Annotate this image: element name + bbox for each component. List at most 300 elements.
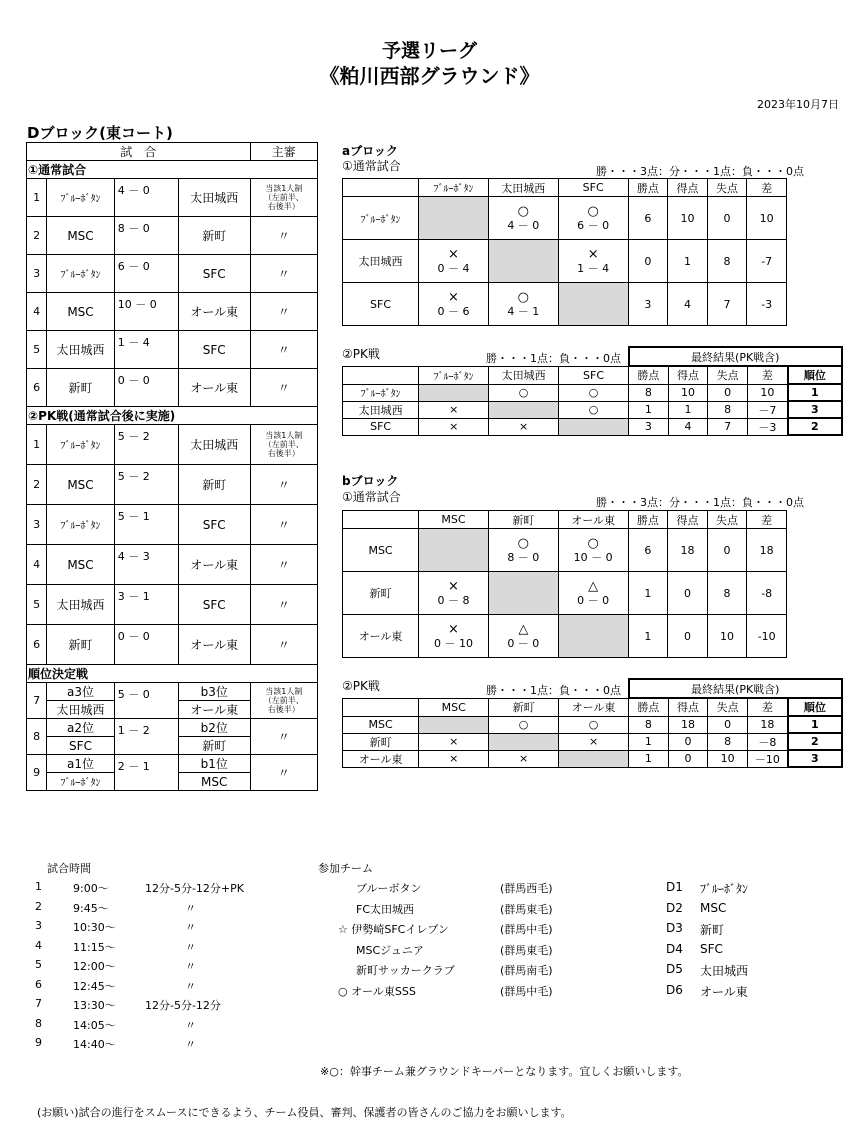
pk-section: ②PK戦(通常試合後に実施) <box>27 407 318 425</box>
team-b: SFC <box>178 331 250 369</box>
pk-mark: × <box>419 418 489 435</box>
stat-value: 6 <box>628 197 668 240</box>
stat-value: 3 <box>628 283 668 326</box>
match-score: 8 － 0 <box>114 217 178 255</box>
col-team: 太田城西 <box>488 179 558 197</box>
team-name: FC太田城西 <box>356 902 415 916</box>
team-a: MSC <box>47 217 114 255</box>
stat-value: 8 <box>708 733 748 750</box>
team-code: D3 <box>666 921 683 935</box>
match-row <box>27 331 318 369</box>
stat-head: 勝点 <box>628 179 668 197</box>
match-score: 5 － 2 <box>114 465 178 505</box>
team-b: 新町 <box>178 737 250 755</box>
match-row <box>27 625 318 665</box>
result-score: 8 － 0 <box>507 550 540 564</box>
stat-head: 勝点 <box>628 511 668 529</box>
match-score: 10 － 0 <box>114 293 178 331</box>
row-team: 太田城西 <box>343 240 419 283</box>
match-score: 0 － 0 <box>114 625 178 665</box>
match-number: 1 <box>27 179 47 217</box>
team-area: (群馬西毛) <box>500 882 553 895</box>
stat-value: 18 <box>747 716 787 733</box>
slot-time: 11:15～ <box>73 940 116 954</box>
col-team: オール東 <box>559 698 629 716</box>
slot-format: 〃 <box>185 1018 196 1032</box>
a-pk-label: ②PK戦 <box>342 347 380 361</box>
team-a: 新町 <box>47 369 114 407</box>
match-score: 3 － 1 <box>114 585 178 625</box>
col-team: MSC <box>419 698 489 716</box>
team-code: D5 <box>666 962 683 976</box>
stat-head: 得点 <box>668 179 708 197</box>
result-cell <box>488 283 558 326</box>
col-team: ﾌﾞﾙｰﾎﾞﾀﾝ <box>419 366 489 384</box>
team-name: 新町サッカークラブ <box>356 964 455 977</box>
match-score: 4 － 3 <box>114 545 178 585</box>
col-team: ﾌﾞﾙｰﾎﾞﾀﾝ <box>419 179 489 197</box>
pk-mark: × <box>419 733 489 750</box>
match-row <box>27 369 318 407</box>
stat-value: -7 <box>747 240 787 283</box>
result-score: 0 － 8 <box>437 593 470 607</box>
team-row <box>338 921 838 942</box>
b-points: 勝・・・3点：分・・・1点：負・・・0点 <box>596 496 804 509</box>
team-b: 新町 <box>178 217 250 255</box>
result-score: 4 － 1 <box>507 304 540 318</box>
stat-value: 0 <box>707 529 747 572</box>
pk-mark: × <box>489 418 559 435</box>
a-points: 勝・・・3点：分・・・1点：負・・・0点 <box>596 165 804 178</box>
col-match: 試 合 <box>27 143 251 161</box>
self-cell <box>559 750 629 767</box>
stat-value: 7 <box>707 283 747 326</box>
team-code: D2 <box>666 900 683 915</box>
match-row <box>27 465 318 505</box>
result-cell <box>419 240 489 283</box>
team-code: D4 <box>666 941 683 956</box>
slot-number: 6 <box>35 977 42 991</box>
stat-value: 0 <box>708 716 748 733</box>
stat-value: 6 <box>628 529 668 572</box>
result-mark: × <box>448 289 459 305</box>
team-b: SFC <box>178 505 250 545</box>
match-number: 3 <box>27 505 47 545</box>
self-cell <box>559 418 629 435</box>
team-short: SFC <box>700 941 723 956</box>
stat-value: 4 <box>668 418 708 435</box>
row-team: SFC <box>343 418 419 435</box>
team-name: ☆ 伊勢崎SFCイレブン <box>338 923 449 936</box>
slot-number: 5 <box>35 958 42 971</box>
stat-head: 失点 <box>708 698 748 716</box>
self-cell <box>419 384 489 401</box>
pk-row <box>343 733 843 750</box>
note: ※○：幹事チーム兼グラウンドキーパーとなります。宜しくお願いします。 <box>320 1065 689 1078</box>
result-score: 10 － 0 <box>573 550 613 564</box>
corner-cell <box>343 511 419 529</box>
stat-head: 失点 <box>707 179 747 197</box>
row-team: 新町 <box>343 572 419 615</box>
result-mark: ○ <box>587 203 599 219</box>
stat-value: 10 <box>708 750 748 767</box>
result-mark: ○ <box>517 535 529 551</box>
team-a: 太田城西 <box>47 331 114 369</box>
match-row <box>27 217 318 255</box>
team-code: D6 <box>666 982 683 997</box>
teams-list <box>338 880 838 1003</box>
referee: 〃 <box>250 719 317 755</box>
schedule-row <box>35 1017 285 1037</box>
corner-cell <box>343 366 419 384</box>
schedule-row <box>35 1036 285 1056</box>
stat-value: 4 <box>668 283 708 326</box>
a-block-title: aブロック <box>342 144 398 158</box>
slot-number: 8 <box>35 1016 42 1030</box>
stat-head: 得点 <box>668 511 708 529</box>
rank-head: 順位 <box>788 366 842 384</box>
team-a: MSC <box>47 293 114 331</box>
team-b: オール東 <box>178 293 250 331</box>
standings-row <box>343 240 787 283</box>
slot-time: 9:45～ <box>73 901 109 915</box>
b-block-title: bブロック <box>342 474 399 488</box>
b-pk-label: ②PK戦 <box>342 679 380 693</box>
team-area: (群馬南毛) <box>500 964 553 977</box>
row-team: MSC <box>343 716 419 733</box>
col-team: 新町 <box>488 511 558 529</box>
referee: 〃 <box>250 545 317 585</box>
schedule-row <box>35 919 285 939</box>
row-team: オール東 <box>343 615 419 658</box>
team-area: (群馬中毛) <box>500 923 553 936</box>
slot-number: 9 <box>35 1036 42 1049</box>
col-team: 太田城西 <box>489 366 559 384</box>
result-score: 0 － 4 <box>437 261 470 275</box>
final-row <box>27 719 318 737</box>
slot-time: 13:30～ <box>73 999 116 1012</box>
team-short: 太田城西 <box>700 964 749 978</box>
stat-value: 8 <box>708 401 748 418</box>
rank-value: 3 <box>788 750 842 767</box>
final-result-title: 最終結果(PK戦含) <box>629 347 842 366</box>
team-row <box>338 983 838 1004</box>
match-number: 9 <box>27 755 47 791</box>
referee: 当該1人制 （左前半、 右後半） <box>250 425 317 465</box>
referee: 〃 <box>250 465 317 505</box>
team-a: ﾌﾞﾙｰﾎﾞﾀﾝ <box>47 425 114 465</box>
team-b: オール東 <box>178 701 250 719</box>
date: 2023年10月7日 <box>757 98 839 111</box>
result-cell <box>488 197 558 240</box>
stat-value: 1 <box>628 572 668 615</box>
stat-value: －8 <box>747 733 787 750</box>
rank-value: 2 <box>788 418 842 435</box>
b-normal-table <box>342 510 787 658</box>
block-title: Dブロック(東コート) <box>27 124 173 142</box>
col-ref: 主審 <box>250 143 317 161</box>
slot-format: 〃 <box>185 921 196 934</box>
stat-value: 18 <box>668 716 708 733</box>
normal-section: ①通常試合 <box>27 161 318 179</box>
stat-value: 0 <box>668 572 708 615</box>
match-score: 1 － 2 <box>114 719 178 755</box>
stat-value: 1 <box>629 401 669 418</box>
stat-value: 10 <box>747 197 787 240</box>
team-a: 太田城西 <box>47 701 114 719</box>
match-number: 6 <box>27 625 47 665</box>
result-cell <box>488 529 558 572</box>
col-team: 新町 <box>489 698 559 716</box>
team-b: 太田城西 <box>178 425 250 465</box>
stat-value: -8 <box>747 572 787 615</box>
referee: 〃 <box>250 755 317 791</box>
stat-head: 差 <box>747 366 787 384</box>
slot-format: 〃 <box>185 1038 196 1051</box>
team-b: オール東 <box>178 369 250 407</box>
team-name: ○ オール東SSS <box>338 984 416 998</box>
request-note: (お願い)試合の進行をスムースにできるよう、チーム役員、審判、保護者の皆さんのご協力をお願いします。 <box>37 1106 572 1119</box>
a-pk-table <box>342 346 843 436</box>
self-cell <box>488 572 558 615</box>
result-score: 4 － 0 <box>507 218 540 232</box>
stat-head: 勝点 <box>629 698 669 716</box>
team-b: SFC <box>178 255 250 293</box>
schedule-row <box>35 997 285 1017</box>
row-team: ﾌﾞﾙｰﾎﾞﾀﾝ <box>343 197 419 240</box>
referee: 〃 <box>250 585 317 625</box>
stat-value: 8 <box>707 572 747 615</box>
result-mark: △ <box>588 578 599 594</box>
team-area: (群馬中毛) <box>500 984 553 998</box>
pk-row <box>343 384 843 401</box>
slot-time: 12:45～ <box>73 979 116 993</box>
stat-head: 失点 <box>707 511 747 529</box>
corner-cell <box>343 698 419 716</box>
slot-number: 4 <box>35 938 42 952</box>
result-cell <box>419 572 489 615</box>
match-schedule-table <box>26 142 318 791</box>
match-row <box>27 505 318 545</box>
final-result-title: 最終結果(PK戦含) <box>629 679 842 698</box>
team-name: MSCジュニア <box>356 943 424 957</box>
row-team: MSC <box>343 529 419 572</box>
team-row <box>338 901 838 922</box>
schedule-row <box>35 939 285 959</box>
schedule-list <box>35 880 285 1056</box>
stat-value: 1 <box>629 750 669 767</box>
match-score: 1 － 4 <box>114 331 178 369</box>
stat-value: 7 <box>708 418 748 435</box>
stat-value: －3 <box>747 418 787 435</box>
rank-value: 3 <box>788 401 842 418</box>
result-cell <box>558 529 628 572</box>
stat-value: 0 <box>668 733 708 750</box>
referee: 〃 <box>250 331 317 369</box>
stat-value: -10 <box>747 615 787 658</box>
slot-format: 〃 <box>185 979 196 993</box>
stat-value: 1 <box>668 240 708 283</box>
self-cell <box>419 197 489 240</box>
rank-value: 2 <box>788 733 842 750</box>
match-row <box>27 255 318 293</box>
stat-value: －7 <box>747 401 787 418</box>
match-score: 4 － 0 <box>114 179 178 217</box>
result-cell <box>558 572 628 615</box>
a-pk-points: 勝・・・1点：負・・・0点 <box>486 352 621 365</box>
schedule-title: 試合時間 <box>47 862 91 875</box>
result-score: 1 － 4 <box>577 261 610 275</box>
team-b: オール東 <box>178 545 250 585</box>
match-score: 0 － 0 <box>114 369 178 407</box>
match-row <box>27 293 318 331</box>
pk-mark: × <box>419 750 489 767</box>
slot-time: 14:05～ <box>73 1018 116 1032</box>
final-row <box>27 755 318 773</box>
self-cell <box>558 615 628 658</box>
team-a-rank: a2位 <box>47 719 114 737</box>
stat-value: 18 <box>668 529 708 572</box>
match-score: 5 － 1 <box>114 505 178 545</box>
pk-mark: × <box>559 733 629 750</box>
stat-value: 0 <box>668 750 708 767</box>
team-a: SFC <box>47 737 114 755</box>
team-a: ﾌﾞﾙｰﾎﾞﾀﾝ <box>47 505 114 545</box>
pk-row <box>343 401 843 418</box>
stat-head: 得点 <box>668 698 708 716</box>
match-row <box>27 545 318 585</box>
row-team: SFC <box>343 283 419 326</box>
stat-value: 1 <box>668 401 708 418</box>
stat-head: 失点 <box>708 366 748 384</box>
result-score: 0 － 0 <box>507 636 540 650</box>
team-b: 新町 <box>178 465 250 505</box>
pk-mark: ○ <box>489 384 559 401</box>
page-subtitle: 《粕川西部グラウンド》 <box>319 64 540 88</box>
stat-value: 18 <box>747 529 787 572</box>
result-mark: △ <box>518 621 529 637</box>
result-score: 6 － 0 <box>577 218 610 232</box>
result-mark: ○ <box>517 203 529 219</box>
self-cell <box>489 401 559 418</box>
stat-value: 1 <box>628 615 668 658</box>
col-team: オール東 <box>558 511 628 529</box>
stat-head: 差 <box>747 179 787 197</box>
pk-mark: ○ <box>559 716 629 733</box>
team-code: D1 <box>666 880 683 894</box>
stat-value: 8 <box>629 384 669 401</box>
slot-format: 〃 <box>185 901 196 915</box>
team-b: 太田城西 <box>178 179 250 217</box>
self-cell <box>558 283 628 326</box>
stat-value: －10 <box>747 750 787 767</box>
team-b: MSC <box>178 773 250 791</box>
b-normal-label: ①通常試合 <box>342 490 401 504</box>
match-score: 5 － 2 <box>114 425 178 465</box>
team-a-rank: a1位 <box>47 755 114 773</box>
match-score: 6 － 0 <box>114 255 178 293</box>
team-a: 太田城西 <box>47 585 114 625</box>
rank-value: 1 <box>788 384 842 401</box>
team-row <box>338 962 838 983</box>
stat-value: 1 <box>629 733 669 750</box>
schedule-row <box>35 900 285 920</box>
match-number: 3 <box>27 255 47 293</box>
result-mark: × <box>448 246 459 262</box>
team-b-rank: b1位 <box>178 755 250 773</box>
match-number: 5 <box>27 331 47 369</box>
self-cell <box>489 733 559 750</box>
team-a: ﾌﾞﾙｰﾎﾞﾀﾝ <box>47 773 114 791</box>
pk-mark: ○ <box>489 716 559 733</box>
team-b: オール東 <box>178 625 250 665</box>
slot-format: 〃 <box>185 940 196 954</box>
match-number: 4 <box>27 293 47 331</box>
self-cell <box>419 716 489 733</box>
pk-row <box>343 716 843 733</box>
team-b-rank: b3位 <box>178 683 250 701</box>
row-team: オール東 <box>343 750 419 767</box>
referee: 〃 <box>250 369 317 407</box>
stat-head: 勝点 <box>629 366 669 384</box>
slot-number: 3 <box>35 919 42 932</box>
stat-value: -3 <box>747 283 787 326</box>
pk-mark: × <box>419 401 489 418</box>
match-number: 6 <box>27 369 47 407</box>
result-mark: ○ <box>517 289 529 305</box>
referee: 〃 <box>250 625 317 665</box>
team-b-rank: b2位 <box>178 719 250 737</box>
result-mark: × <box>587 246 599 262</box>
self-cell <box>488 240 558 283</box>
team-a: ﾌﾞﾙｰﾎﾞﾀﾝ <box>47 255 114 293</box>
b-pk-points: 勝・・・1点：負・・・0点 <box>486 684 621 697</box>
slot-format: 〃 <box>185 960 196 973</box>
referee: 当該1人制 （左前半、 右後半） <box>250 683 317 719</box>
schedule-row <box>35 880 285 900</box>
team-name: ブルーボタン <box>356 882 422 895</box>
col-team: MSC <box>419 511 489 529</box>
match-row <box>27 425 318 465</box>
final-row <box>27 683 318 701</box>
result-score: 0 － 6 <box>437 304 470 318</box>
stat-value: 0 <box>668 615 708 658</box>
col-team: SFC <box>558 179 628 197</box>
result-cell <box>558 197 628 240</box>
slot-time: 10:30～ <box>73 921 116 934</box>
pk-mark: × <box>489 750 559 767</box>
referee: 〃 <box>250 293 317 331</box>
page-title: 予選リーグ <box>381 40 477 62</box>
pk-mark: ○ <box>559 384 629 401</box>
team-row <box>338 942 838 963</box>
match-number: 4 <box>27 545 47 585</box>
stat-head: 差 <box>747 511 787 529</box>
teams-title: 参加チーム <box>318 862 373 875</box>
self-cell <box>419 529 489 572</box>
stat-value: 10 <box>747 384 787 401</box>
match-row <box>27 585 318 625</box>
result-mark: × <box>448 578 459 594</box>
team-area: (群馬東毛) <box>500 902 553 916</box>
stat-value: 0 <box>707 197 747 240</box>
a-normal-label: ①通常試合 <box>342 159 401 173</box>
stat-value: 0 <box>628 240 668 283</box>
row-team: ﾌﾞﾙｰﾎﾞﾀﾝ <box>343 384 419 401</box>
result-cell <box>488 615 558 658</box>
match-score: 2 － 1 <box>114 755 178 791</box>
team-a: MSC <box>47 545 114 585</box>
